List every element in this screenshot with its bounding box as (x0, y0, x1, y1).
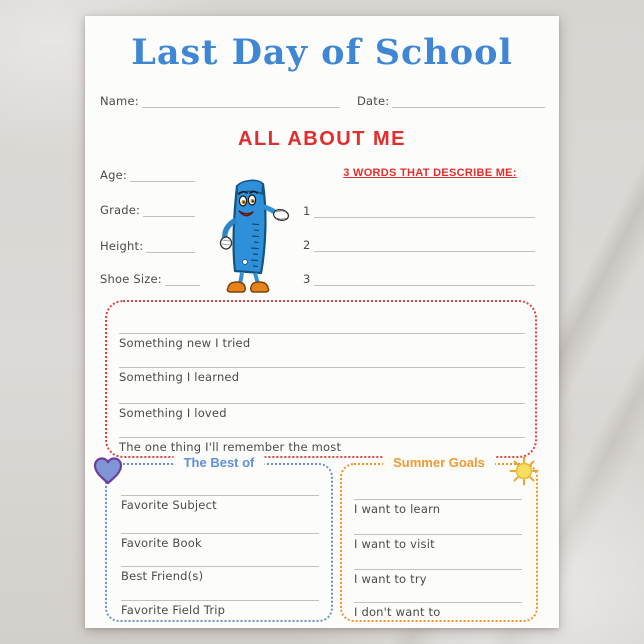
page-title: Last Day of School (131, 32, 513, 73)
best-of-prompt-row (121, 533, 319, 550)
word-2-number: 2 (303, 238, 311, 252)
date-blank-line (392, 94, 545, 108)
memories-prompt-row (119, 333, 525, 350)
best-of-prompt-2: Favorite Book (121, 536, 202, 550)
best-of-prompt-row (121, 495, 319, 512)
summer-prompt-1: I want to learn (354, 502, 441, 516)
summer-goals-box (340, 455, 538, 622)
summer-blank-line-1 (354, 499, 522, 500)
best-of-prompt-4: Favorite Field Trip (121, 603, 226, 617)
word-1-number: 1 (303, 204, 311, 218)
summer-blank-line-2 (354, 534, 522, 535)
summer-blank-line-3 (354, 569, 522, 570)
memories-box (105, 300, 537, 458)
memories-prompt-row (119, 437, 525, 454)
height-blank-line (146, 239, 195, 253)
best-of-prompt-row (121, 566, 319, 583)
memories-prompt-2: Something I learned (119, 370, 240, 384)
summer-prompt-row (354, 569, 522, 586)
memories-blank-line-4 (119, 437, 525, 438)
blue-ruler-cartoon-icon (206, 172, 290, 302)
worksheet-paper (85, 16, 559, 628)
word-2-blank-line (314, 238, 535, 252)
word-3-field (303, 272, 535, 286)
heart-icon (91, 454, 125, 488)
summer-prompt-row (354, 602, 522, 619)
summer-prompt-row (354, 534, 522, 551)
memories-blank-line-3 (119, 403, 525, 404)
summer-prompt-row (354, 499, 522, 516)
memories-prompt-row (119, 367, 525, 384)
age-blank-line (130, 168, 195, 182)
height-field (100, 239, 195, 253)
shoe-size-blank-line (165, 272, 200, 286)
best-of-prompt-3: Best Friend(s) (121, 569, 204, 583)
grade-field (100, 203, 195, 217)
word-1-field (303, 204, 535, 218)
word-2-field (303, 238, 535, 252)
name-field (100, 94, 340, 108)
age-label: Age: (100, 168, 127, 182)
memories-prompt-1: Something new I tried (119, 336, 251, 350)
grade-label: Grade: (100, 203, 141, 217)
summer-prompt-3: I want to try (354, 572, 427, 586)
name-blank-line (142, 94, 340, 108)
date-field (357, 94, 545, 108)
date-label: Date: (357, 94, 390, 108)
memories-prompt-3: Something I loved (119, 406, 227, 420)
grade-blank-line (143, 203, 195, 217)
memories-blank-line-1 (119, 333, 525, 334)
best-of-blank-line-2 (121, 533, 319, 534)
summer-goals-title: Summer Goals (383, 455, 495, 470)
memories-prompt-row (119, 403, 525, 420)
age-field (100, 168, 195, 182)
shoe-size-field (100, 272, 200, 286)
name-label: Name: (100, 94, 139, 108)
summer-prompt-2: I want to visit (354, 537, 435, 551)
best-of-prompt-1: Favorite Subject (121, 498, 217, 512)
memories-prompt-4: The one thing I'll remember the most (119, 440, 342, 454)
summer-prompt-4: I don't want to (354, 605, 441, 619)
best-of-prompt-row (121, 600, 319, 617)
summer-blank-line-4 (354, 602, 522, 603)
best-of-blank-line-3 (121, 566, 319, 567)
all-about-me-heading: ALL ABOUT ME (238, 128, 406, 150)
three-words-heading: 3 WORDS THAT DESCRIBE ME: (343, 167, 517, 179)
shoe-size-label: Shoe Size: (100, 272, 162, 286)
word-3-blank-line (314, 272, 535, 286)
best-of-title: The Best of (174, 455, 265, 470)
memories-blank-line-2 (119, 367, 525, 368)
sun-icon (509, 456, 539, 486)
word-1-blank-line (314, 204, 535, 218)
best-of-blank-line-1 (121, 495, 319, 496)
best-of-blank-line-4 (121, 600, 319, 601)
word-3-number: 3 (303, 272, 311, 286)
height-label: Height: (100, 239, 144, 253)
best-of-box (105, 455, 333, 622)
